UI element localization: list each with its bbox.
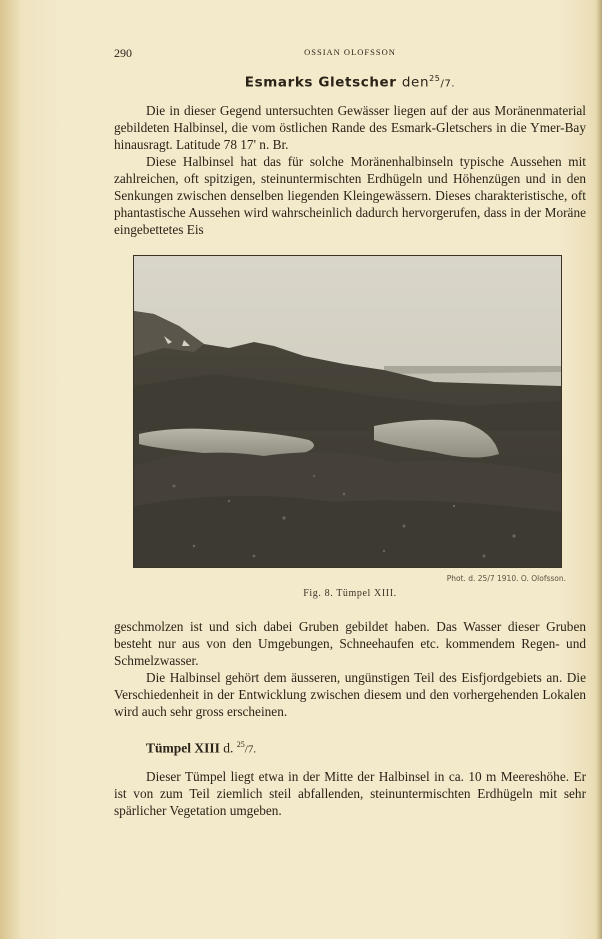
subheading-title: Tümpel XIII	[146, 740, 220, 756]
page-edge	[596, 0, 602, 939]
photo-credit: Phot. d. 25/7 1910. O. Olofsson.	[446, 574, 566, 583]
running-head: OSSIAN OLOFSSON	[304, 47, 396, 57]
paragraph: geschmolzen ist und sich dabei Gruben gebildet haben. Das Wasser dieser Gruben besteht nur aus von den Umgebungen, Schneehaufen etc. kommendem Regen- und Schmelzwasser.	[114, 619, 586, 668]
section-title	[114, 74, 586, 91]
section-date-prefix: den	[401, 74, 430, 91]
subheading	[146, 740, 256, 757]
figure-photo	[133, 255, 562, 568]
page-header	[114, 46, 586, 60]
section-title-text: Esmarks Gletscher	[244, 74, 397, 91]
figure-caption: Fig. 8. Tümpel XIII.	[303, 588, 397, 599]
text-block-final	[114, 768, 586, 819]
page-number: 290	[114, 46, 132, 60]
text-block-top	[114, 102, 586, 238]
section-date-day: 25	[429, 74, 441, 83]
paragraph: Dieser Tümpel liegt etwa in der Mitte der Halbinsel in ca. 10 m Meereshöhe. Er ist von zum Teil ziemlich steil abfallenden, steinuntermischten Erdhügeln mit sehr spärlicher Vegetation umgeben.	[114, 769, 586, 818]
paragraph: Diese Halbinsel hat das für solche Moränenhalbinseln typische Aussehen mit zahlreichen, oft spitzigen, steinuntermischten Erdhügeln und Höhenzügen und in den Senkungen zwischen denselben liegenden Kleingewässern. Dieses charakteristische, oft phantastische Aussehen wird wahrscheinlich dadurch hervorgerufen, dass in der Moräne eingebettetes Eis	[114, 154, 586, 237]
tundra-pond-photo	[134, 256, 561, 567]
subheading-date-day: 25	[236, 740, 245, 749]
paragraph: Die in dieser Gegend untersuchten Gewässer liegen auf der aus Moränenmaterial gebildeten Halbinsel, die vom östlichen Rande des Esmark-Gletschers in die Ymer-Bay hinausragt. Latitude 78 17' n. Br.	[114, 103, 586, 152]
paragraph: Die Halbinsel gehört dem äusseren, ungünstigen Teil des Eisfjordgebiets an. Die Verschiedenheit in der Entwicklung zwischen diesem und den vorhergehenden Lokalen wird auch sehr gross erscheinen.	[114, 670, 586, 719]
subheading-date-prefix: d.	[223, 740, 234, 756]
subheading-date-month: /7.	[244, 743, 257, 756]
section-date-month: /7.	[440, 78, 456, 90]
text-block-bottom	[114, 618, 586, 720]
